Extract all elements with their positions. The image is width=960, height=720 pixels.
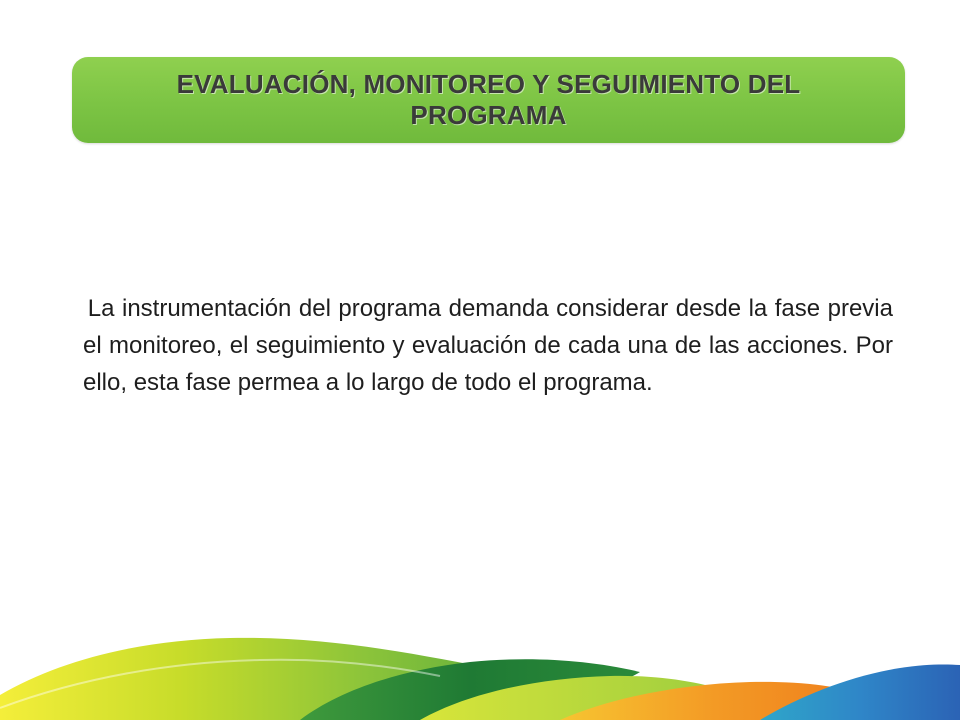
slide-title: EVALUACIÓN, MONITOREO Y SEGUIMIENTO DEL PROGRAMA [176,69,801,130]
body-paragraph: La instrumentación del programa demanda considerar desde la fase previa el monitoreo, el seguimiento y evaluación de cada una de las acciones. Por ello, esta fase permea a lo largo de todo el programa. [83,295,893,396]
decorative-wave-band [0,600,960,720]
title-banner [72,57,905,143]
